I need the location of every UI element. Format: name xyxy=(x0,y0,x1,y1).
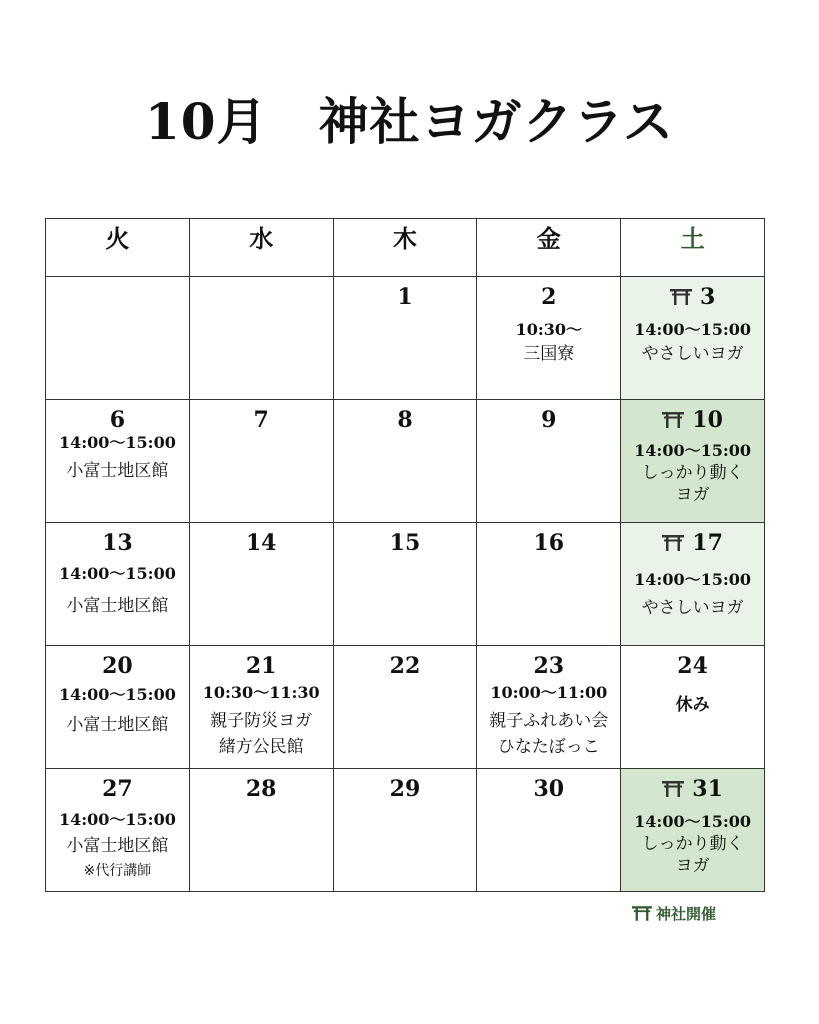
day-number: 15 xyxy=(389,530,421,556)
legend xyxy=(632,903,716,924)
torii-icon xyxy=(662,535,684,551)
day-cell xyxy=(477,646,621,769)
day-cell xyxy=(46,400,190,523)
class-time: 14:00～15:00 xyxy=(58,564,176,583)
day-number: 28 xyxy=(245,776,277,802)
week-row xyxy=(46,769,765,892)
day-number: 29 xyxy=(389,776,421,802)
day-header xyxy=(621,285,764,309)
class-name: 親子ふれあい会 xyxy=(489,711,609,731)
week-row xyxy=(46,646,765,769)
day-number: 6 xyxy=(109,407,126,433)
torii-icon xyxy=(662,412,684,428)
week-row xyxy=(46,523,765,646)
class-name: しっかり動く xyxy=(641,834,744,854)
day-cell xyxy=(621,646,765,769)
day-number: 2 xyxy=(541,284,557,310)
class-time: 14:00～15:00 xyxy=(634,441,752,460)
torii-icon xyxy=(632,906,652,921)
class-place: 三国寮 xyxy=(523,344,575,364)
day-cell xyxy=(477,400,621,523)
class-name: やさしいヨガ xyxy=(641,598,744,618)
day-number: 3 xyxy=(699,284,716,310)
class-time: 14:00～15:00 xyxy=(58,810,176,829)
day-header xyxy=(621,408,764,432)
class-time: 14:00～15:00 xyxy=(634,320,752,339)
class-place: 小富士地区館 xyxy=(66,596,169,616)
week-row xyxy=(46,400,765,523)
torii-icon xyxy=(670,289,692,305)
day-cell xyxy=(189,769,333,892)
day-cell xyxy=(189,400,333,523)
day-number: 21 xyxy=(245,653,277,679)
day-number: 13 xyxy=(102,530,133,556)
day-cell xyxy=(189,646,333,769)
day-number: 24 xyxy=(677,653,708,679)
day-header xyxy=(621,777,764,801)
class-time: 14:00～15:00 xyxy=(634,812,752,831)
weekday-sat: 土 xyxy=(621,219,765,277)
day-number: 30 xyxy=(533,776,565,802)
day-number: 22 xyxy=(389,653,421,679)
weekday-thu: 木 xyxy=(333,219,477,277)
page-title: 10月 神社ヨガクラス xyxy=(144,92,675,151)
class-time: 10:30～ xyxy=(515,320,583,339)
day-cell-shrine xyxy=(621,400,765,523)
class-place: ひなたぼっこ xyxy=(497,737,600,757)
class-place: 小富士地区館 xyxy=(66,461,169,481)
day-number: 7 xyxy=(253,407,269,433)
day-cell-shrine xyxy=(621,277,765,400)
day-cell xyxy=(477,523,621,646)
class-place: 小富士地区館 xyxy=(66,836,169,856)
day-cell-shrine xyxy=(621,523,765,646)
day-number: 17 xyxy=(692,530,723,556)
day-cell xyxy=(333,400,477,523)
day-number: 31 xyxy=(692,776,723,802)
day-cell xyxy=(46,646,190,769)
class-name: しっかり動く xyxy=(641,463,744,483)
class-time: 10:30～11:30 xyxy=(202,683,320,702)
closed-label: 休み xyxy=(675,695,710,715)
torii-icon xyxy=(662,781,684,797)
calendar-table xyxy=(45,218,765,892)
class-time: 14:00～15:00 xyxy=(634,570,752,589)
day-number: 23 xyxy=(533,653,565,679)
day-number: 14 xyxy=(245,530,277,556)
class-place: 小富士地区館 xyxy=(66,715,169,735)
day-number: 8 xyxy=(397,407,413,433)
class-time: 14:00～15:00 xyxy=(58,685,176,704)
class-time: 14:00～15:00 xyxy=(58,433,176,452)
class-name: 親子防災ヨガ xyxy=(210,711,313,731)
weekday-wed: 水 xyxy=(189,219,333,277)
day-number: 9 xyxy=(541,407,557,433)
day-cell xyxy=(46,277,190,400)
day-cell xyxy=(333,523,477,646)
day-cell xyxy=(46,769,190,892)
class-time: 10:00～11:00 xyxy=(490,683,608,702)
day-number: 27 xyxy=(102,776,133,802)
week-row xyxy=(46,277,765,400)
day-number: 20 xyxy=(102,653,133,679)
legend-label: 神社開催 xyxy=(656,905,717,923)
day-cell xyxy=(189,523,333,646)
day-cell xyxy=(189,277,333,400)
day-cell xyxy=(477,277,621,400)
day-cell xyxy=(477,769,621,892)
day-cell-shrine xyxy=(621,769,765,892)
class-name-line2: ヨガ xyxy=(675,856,710,876)
day-cell xyxy=(46,523,190,646)
day-cell xyxy=(333,646,477,769)
day-header xyxy=(621,531,764,555)
class-name-line2: ヨガ xyxy=(675,485,710,505)
class-place: 緒方公民館 xyxy=(218,737,304,757)
class-name: やさしいヨガ xyxy=(641,344,744,364)
day-number: 16 xyxy=(533,530,565,556)
day-number: 1 xyxy=(397,284,413,310)
day-number: 10 xyxy=(692,407,723,433)
day-cell xyxy=(333,769,477,892)
weekday-fri: 金 xyxy=(477,219,621,277)
day-cell xyxy=(333,277,477,400)
substitute-note: ※代行講師 xyxy=(83,863,152,879)
weekday-tue: 火 xyxy=(46,219,190,277)
weekday-header-row xyxy=(46,219,765,277)
